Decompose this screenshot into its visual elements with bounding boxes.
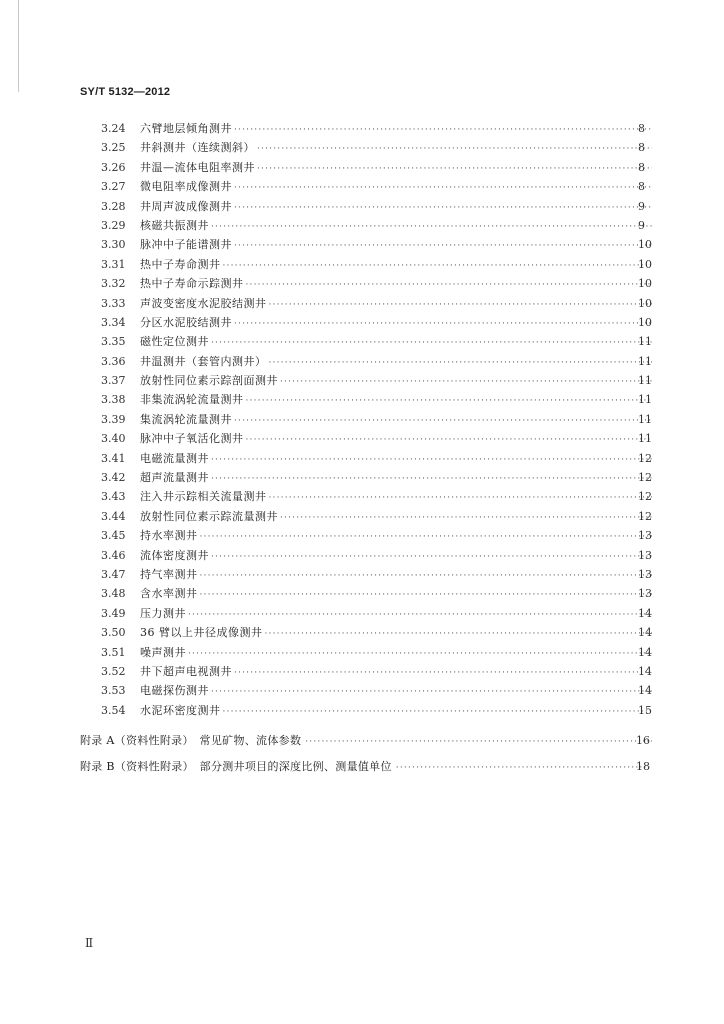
table-of-contents — [0, 119, 724, 780]
toc-entry[interactable] — [0, 468, 724, 487]
toc-entry-page-number: 11 — [638, 354, 652, 368]
toc-entry-page-number: 13 — [638, 529, 652, 543]
toc-entry-title-wrap — [140, 643, 654, 664]
toc-entry-page-number: 9 — [638, 218, 645, 232]
toc-entry[interactable] — [0, 158, 724, 177]
toc-entry-title-wrap — [140, 255, 654, 276]
toc-entry-title: 分区水泥胶结测井 — [140, 315, 232, 329]
toc-entry-title: 流体密度测井 — [140, 548, 209, 562]
toc-entry-page-number: 12 — [638, 509, 652, 523]
toc-entry-title-wrap — [140, 158, 654, 179]
toc-entry-title: 脉冲中子能谱测井 — [140, 238, 232, 252]
toc-entry-number: 3.42 — [101, 471, 126, 485]
toc-appendix-page-number: 16 — [636, 734, 650, 748]
toc-entry-page-number: 10 — [638, 257, 652, 271]
toc-entry-title: 井斜测井（连续测斜） — [140, 141, 255, 155]
toc-entry[interactable] — [0, 410, 724, 429]
toc-entry-title-wrap — [140, 313, 654, 334]
toc-entry-page-number: 8 — [638, 122, 645, 135]
toc-entry-title-wrap — [140, 138, 654, 159]
toc-entry-number: 3.31 — [101, 257, 126, 271]
dot-leader — [396, 755, 652, 781]
toc-entry-title: 注入井示踪相关流量测井 — [140, 490, 267, 504]
toc-entry-number: 3.37 — [101, 374, 126, 388]
toc-entry-page-number: 8 — [638, 180, 645, 194]
toc-entry-title: 电磁流量测井 — [140, 451, 209, 465]
scan-edge-line — [18, 0, 19, 92]
toc-entry-page-number: 14 — [638, 664, 652, 678]
toc-entry-title: 井温—流体电阻率测井 — [140, 160, 255, 174]
toc-entry-title-wrap — [140, 177, 654, 198]
toc-appendix-title-wrap — [80, 728, 654, 755]
toc-entry[interactable] — [0, 526, 724, 545]
toc-appendix-title: 附录 A（资料性附录） 常见矿物、流体参数 — [80, 734, 302, 748]
toc-entry-title-wrap — [140, 468, 654, 489]
toc-entry[interactable] — [0, 294, 724, 313]
toc-entry-number: 3.44 — [101, 509, 126, 523]
toc-entry[interactable] — [0, 623, 724, 642]
toc-entry-title: 六臂地层倾角测井 — [140, 122, 232, 135]
toc-entry-number: 3.24 — [101, 122, 126, 135]
toc-entry-title-wrap — [140, 604, 654, 625]
toc-entry-page-number: 12 — [638, 490, 652, 504]
toc-entry-title: 含水率测井 — [140, 587, 198, 601]
toc-entry-page-number: 8 — [638, 141, 645, 155]
toc-entry-title: 压力测井 — [140, 606, 186, 620]
toc-entry[interactable] — [0, 274, 724, 293]
toc-entry-title: 井周声波成像测井 — [140, 199, 232, 213]
toc-entry[interactable] — [0, 371, 724, 390]
toc-entry-title: 水泥环密度测井 — [140, 703, 221, 717]
toc-entry[interactable] — [0, 662, 724, 681]
toc-entry-page-number: 11 — [638, 374, 652, 388]
toc-entry-page-number: 10 — [638, 296, 652, 310]
toc-entry-number: 3.39 — [101, 412, 126, 426]
toc-entry-title-wrap — [140, 197, 654, 218]
toc-entry-title-wrap — [140, 274, 654, 295]
toc-entry-number: 3.48 — [101, 587, 126, 601]
toc-entry[interactable] — [0, 701, 724, 720]
toc-entry-number: 3.46 — [101, 548, 126, 562]
toc-entry-number: 3.47 — [101, 567, 126, 581]
toc-entry-title: 电磁探伤测井 — [140, 684, 209, 698]
toc-entry[interactable] — [0, 390, 724, 409]
toc-entry-number: 3.34 — [101, 315, 126, 329]
toc-entry-title-wrap — [140, 390, 654, 411]
toc-entry-number: 3.45 — [101, 529, 126, 543]
toc-entry-number: 3.25 — [101, 141, 126, 155]
toc-entry[interactable] — [0, 449, 724, 468]
toc-entry-title-wrap — [140, 216, 654, 237]
standard-code-header: SY/T 5132—2012 — [80, 86, 171, 98]
toc-entry[interactable] — [0, 216, 724, 235]
toc-entry-title-wrap — [140, 623, 654, 644]
toc-appendix-entry[interactable] — [0, 754, 724, 780]
toc-entry[interactable] — [0, 429, 724, 448]
toc-entry-title: 声波变密度水泥胶结测井 — [140, 296, 267, 310]
toc-entry-title: 井下超声电视测井 — [140, 664, 232, 678]
page-number-footer: Ⅱ — [85, 936, 94, 950]
toc-entry[interactable] — [0, 681, 724, 700]
toc-entry[interactable] — [0, 235, 724, 254]
toc-entry[interactable] — [0, 119, 724, 138]
toc-entry-title-wrap — [140, 487, 654, 508]
toc-entry-page-number: 11 — [638, 412, 652, 426]
toc-entry-title-wrap — [140, 119, 654, 140]
toc-entry[interactable] — [0, 197, 724, 216]
toc-entry[interactable] — [0, 352, 724, 371]
toc-entry-title-wrap — [140, 429, 654, 450]
toc-entry-page-number: 15 — [638, 703, 652, 717]
toc-appendix-title-wrap — [80, 754, 654, 781]
toc-entry-title: 井温测井（套管内测井） — [140, 354, 267, 368]
toc-entry-title-wrap — [140, 507, 654, 528]
toc-entry-number: 3.32 — [101, 277, 126, 291]
toc-entry-number: 3.28 — [101, 199, 126, 213]
toc-entry-title: 脉冲中子氧活化测井 — [140, 432, 244, 446]
toc-entry-title-wrap — [140, 584, 654, 605]
toc-entry-title: 放射性同位素示踪剖面测井 — [140, 374, 278, 388]
toc-entry-title-wrap — [140, 546, 654, 567]
toc-entry-title-wrap — [140, 526, 654, 547]
toc-entry[interactable] — [0, 138, 724, 157]
toc-entry-number: 3.38 — [101, 393, 126, 407]
toc-entry[interactable] — [0, 584, 724, 603]
toc-entry-number: 3.36 — [101, 354, 126, 368]
toc-entry-page-number: 14 — [638, 626, 652, 640]
toc-entry-number: 3.43 — [101, 490, 126, 504]
toc-entry-page-number: 14 — [638, 684, 652, 698]
toc-entry-title-wrap — [140, 681, 654, 702]
toc-entry[interactable] — [0, 643, 724, 662]
toc-entry-number: 3.41 — [101, 451, 126, 465]
toc-entry-page-number: 11 — [638, 335, 652, 349]
toc-entry-title: 热中子寿命示踪测井 — [140, 277, 244, 291]
toc-entry-number: 3.51 — [101, 645, 126, 659]
toc-entry[interactable] — [0, 313, 724, 332]
toc-entry-title-wrap — [140, 294, 654, 315]
toc-entry-page-number: 9 — [638, 199, 645, 213]
toc-entry-number: 3.49 — [101, 606, 126, 620]
toc-entry[interactable] — [0, 332, 724, 351]
toc-entry-title-wrap — [140, 662, 654, 683]
toc-entry-page-number: 14 — [638, 645, 652, 659]
toc-entry-title: 微电阻率成像测井 — [140, 180, 232, 194]
toc-appendix-entry[interactable] — [0, 728, 724, 754]
toc-entry-page-number: 13 — [638, 587, 652, 601]
toc-entry-number: 3.27 — [101, 180, 126, 194]
toc-entry-title: 非集流涡轮流量测井 — [140, 393, 244, 407]
toc-entry-page-number: 11 — [638, 432, 652, 446]
toc-entry-title: 核磁共振测井 — [140, 218, 209, 232]
toc-entry[interactable] — [0, 565, 724, 584]
toc-entry-number: 3.50 — [101, 626, 126, 640]
toc-entry[interactable] — [0, 487, 724, 506]
toc-entry-title-wrap — [140, 701, 654, 722]
toc-entry-title: 噪声测井 — [140, 645, 186, 659]
toc-entry-title: 36 臂以上井径成像测井 — [140, 626, 263, 640]
toc-entry-number: 3.54 — [101, 703, 126, 717]
toc-entry-title-wrap — [140, 449, 654, 470]
toc-entry-page-number: 10 — [638, 277, 652, 291]
toc-entry-page-number: 8 — [638, 160, 645, 174]
toc-entry-page-number: 10 — [638, 238, 652, 252]
toc-entry-title-wrap — [140, 352, 654, 373]
toc-entry-number: 3.29 — [101, 218, 126, 232]
toc-entry-number: 3.40 — [101, 432, 126, 446]
toc-entry-title: 持水率测井 — [140, 529, 198, 543]
toc-entry-number: 3.52 — [101, 664, 126, 678]
toc-entry-title-wrap — [140, 235, 654, 256]
toc-entry-number: 3.53 — [101, 684, 126, 698]
toc-entry-number: 3.33 — [101, 296, 126, 310]
toc-entry[interactable] — [0, 177, 724, 196]
toc-entry-title-wrap — [140, 371, 654, 392]
toc-entry-page-number: 13 — [638, 548, 652, 562]
toc-entry-page-number: 14 — [638, 606, 652, 620]
toc-entry[interactable] — [0, 604, 724, 623]
toc-entry-number: 3.30 — [101, 238, 126, 252]
toc-entry-title-wrap — [140, 332, 654, 353]
toc-entry-page-number: 10 — [638, 315, 652, 329]
toc-entry-title: 持气率测井 — [140, 567, 198, 581]
toc-entry-number: 3.35 — [101, 335, 126, 349]
toc-entry[interactable] — [0, 507, 724, 526]
toc-entry-title: 热中子寿命测井 — [140, 257, 221, 271]
toc-entry[interactable] — [0, 255, 724, 274]
toc-entry[interactable] — [0, 546, 724, 565]
toc-entry-title: 放射性同位素示踪流量测井 — [140, 509, 278, 523]
toc-entry-title: 超声流量测井 — [140, 471, 209, 485]
toc-entry-number: 3.26 — [101, 160, 126, 174]
toc-entry-title-wrap — [140, 565, 654, 586]
toc-entry-page-number: 13 — [638, 567, 652, 581]
toc-entry-title: 磁性定位测井 — [140, 335, 209, 349]
toc-entry-page-number: 11 — [638, 393, 652, 407]
toc-entry-page-number: 12 — [638, 471, 652, 485]
toc-entry-title-wrap — [140, 410, 654, 431]
dot-leader — [305, 729, 652, 755]
toc-entry-title: 集流涡轮流量测井 — [140, 412, 232, 426]
toc-appendix-page-number: 18 — [636, 760, 650, 774]
toc-appendix-title: 附录 B（资料性附录） 部分测井项目的深度比例、测量值单位 — [80, 760, 392, 774]
toc-entry-page-number: 12 — [638, 451, 652, 465]
dot-leader — [223, 703, 653, 722]
